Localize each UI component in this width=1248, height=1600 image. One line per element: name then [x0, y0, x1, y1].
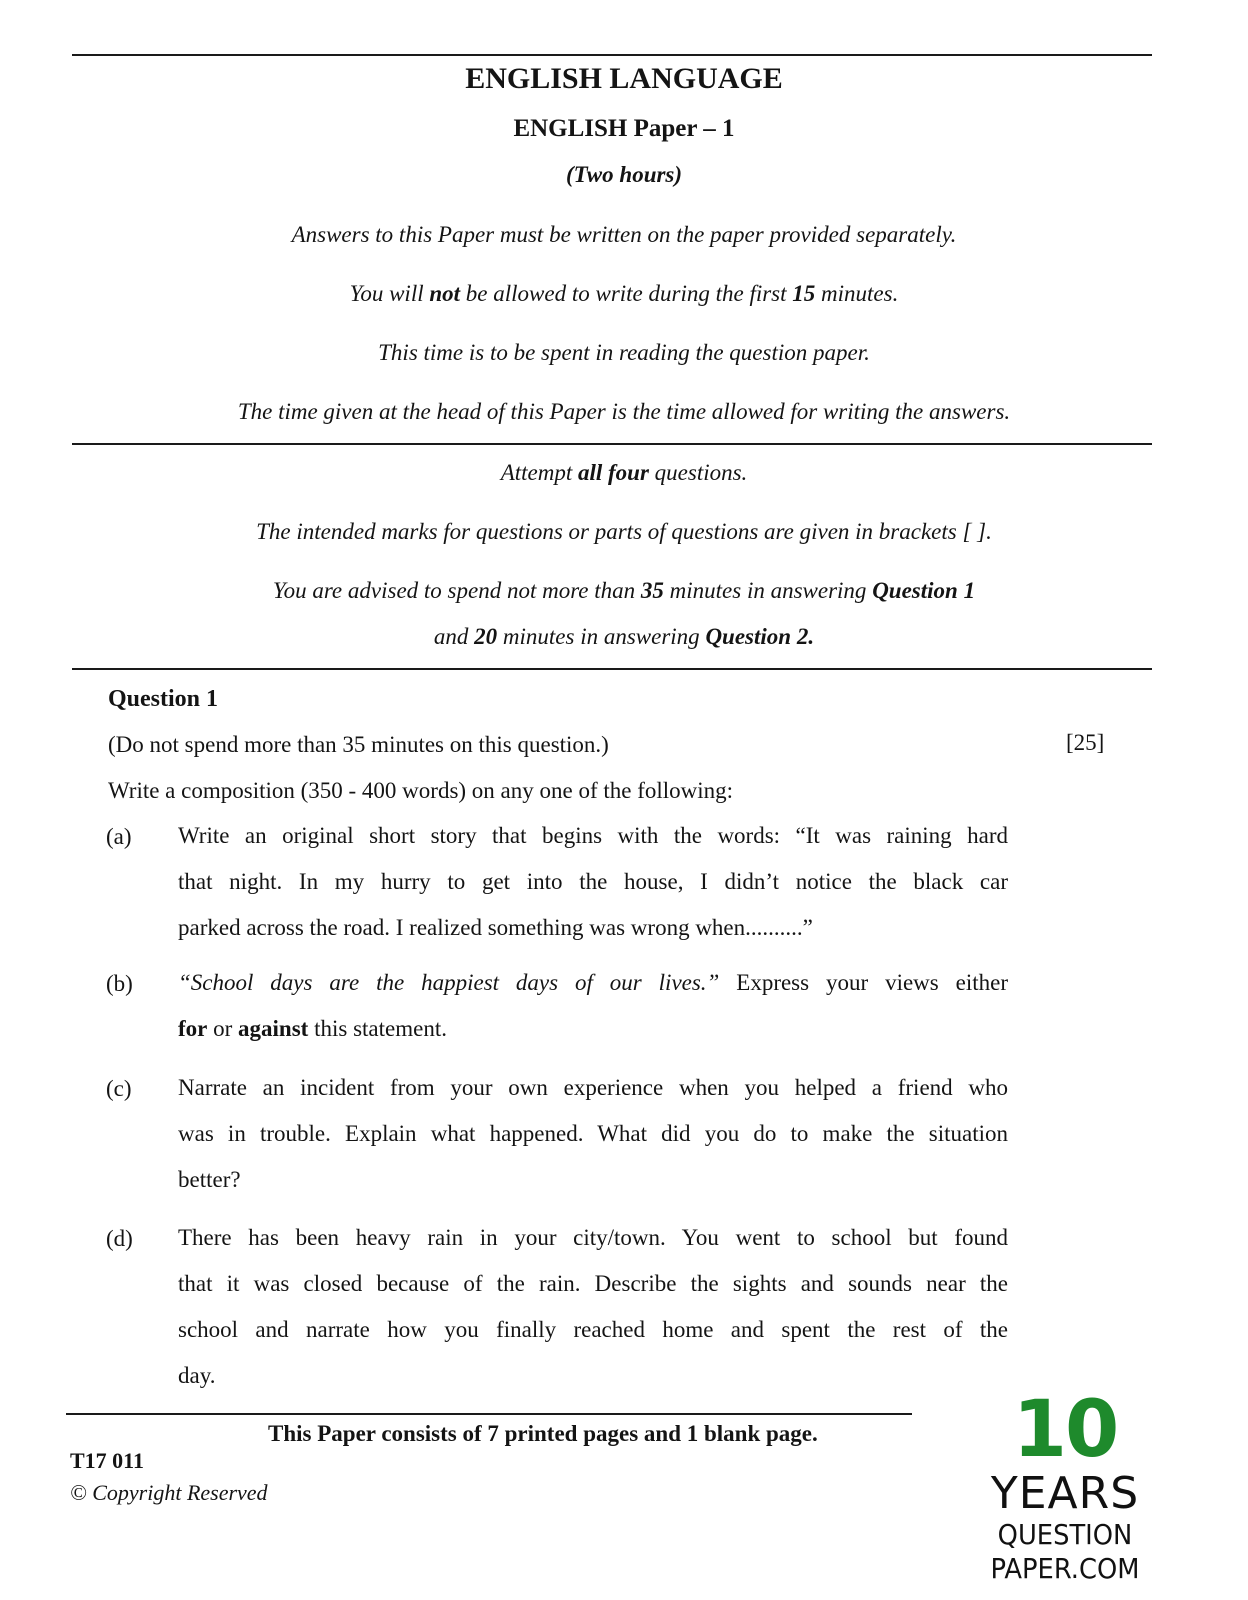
page-count-note: This Paper consists of 7 printed pages and 1 blank page. [268, 1421, 818, 1446]
part-line: was in trouble. Explain what happened. What did you do to make the situation [178, 1121, 1008, 1146]
instruction-text: questions. [648, 460, 748, 485]
top-rule [72, 54, 1152, 56]
question-marks: [25] [1066, 730, 1105, 755]
part-b-text [178, 960, 1008, 1052]
instruction-text: and [433, 624, 475, 649]
subject-title: ENGLISH LANGUAGE [465, 62, 783, 95]
instruction-attempt [0, 460, 1248, 486]
logo-years: YEARS [990, 1468, 1140, 1519]
emphasis-for: for [178, 1016, 208, 1041]
instruction-emphasis: Question 2. [705, 624, 815, 649]
part-line: parked across the road. I realized something was wrong when..........” [178, 915, 813, 940]
part-line: that night. In my hurry to get into the house, I didn’t notice the black car [178, 869, 1008, 894]
part-line: that it was closed because of the rain. Describe the sights and sounds near the [178, 1271, 1008, 1296]
part-line: There has been heavy rain in your city/town. You went to school but found [178, 1225, 1008, 1250]
part-line-text: or [207, 1016, 239, 1041]
question-note: (Do not spend more than 35 minutes on this question.) [108, 732, 609, 757]
part-line-text: Express your views either [719, 970, 1008, 995]
paper-title: ENGLISH Paper – 1 [513, 115, 735, 142]
part-line: Write an original short story that begins with the words: “It was raining hard [178, 823, 1008, 848]
part-line: better? [178, 1167, 241, 1192]
instruction-emphasis: not [429, 281, 461, 306]
instruction-text: be allowed to write during the first [460, 281, 793, 306]
instruction-text: minutes in answering [497, 624, 706, 649]
logo-number: 10 [1012, 1385, 1118, 1475]
instruction-advice-2 [0, 624, 1248, 650]
instruction-text: Attempt [500, 460, 578, 485]
duration: (Two hours) [565, 162, 683, 187]
part-label: (a) [106, 824, 132, 849]
instruction-emphasis: 20 [474, 624, 498, 649]
part-line [178, 960, 1008, 1006]
instruction-time-allowed: The time given at the head of this Paper is the time allowed for writing the answers. [237, 399, 1011, 424]
instruction-text: You are advised to spend not more than [272, 578, 641, 603]
instruction-emphasis: 15 [792, 281, 816, 306]
instruction-text: minutes in answering [663, 578, 873, 603]
part-line: day. [178, 1363, 216, 1388]
emphasis-against: against [238, 1016, 309, 1041]
question-prompt: Write a composition (350 - 400 words) on any one of the following: [108, 778, 734, 803]
part-label: (c) [106, 1076, 132, 1101]
copyright: © Copyright Reserved [70, 1480, 268, 1505]
logo-site: QUESTION PAPER.COM [990, 1518, 1140, 1585]
instruction-text: You will [349, 281, 430, 306]
instruction-emphasis: Question 1 [872, 578, 976, 603]
part-line [178, 1006, 1008, 1052]
part-d-text [178, 1215, 1008, 1399]
quoted-statement: “School days are the happiest days of our lives.” [178, 970, 720, 995]
part-label: (b) [106, 971, 133, 996]
paper-code: T17 011 [70, 1448, 144, 1473]
instruction-answers: Answers to this Paper must be written on the paper provided separately. [291, 222, 957, 247]
section-rule [72, 443, 1152, 445]
footer-rule [66, 1413, 912, 1415]
part-c-text [178, 1065, 1008, 1203]
instruction-advice-1 [0, 578, 1248, 604]
part-line: school and narrate how you finally reached home and spent the rest of the [178, 1317, 1008, 1342]
instruction-reading-time [0, 281, 1248, 307]
part-a-text [178, 813, 1008, 951]
watermark-logo [920, 1385, 1210, 1590]
part-line-text: this statement. [308, 1016, 447, 1041]
instruction-marks: The intended marks for questions or parts of questions are given in brackets [ ]. [256, 519, 992, 544]
instruction-spend-time: This time is to be spent in reading the question paper. [378, 340, 870, 365]
part-line: Narrate an incident from your own experience when you helped a friend who [178, 1075, 1008, 1100]
instruction-emphasis: all four [577, 460, 649, 485]
part-label: (d) [106, 1226, 133, 1251]
question-title: Question 1 [108, 686, 219, 712]
section-rule [72, 668, 1152, 670]
instruction-emphasis: 35 [640, 578, 664, 603]
instruction-text: minutes. [815, 281, 899, 306]
